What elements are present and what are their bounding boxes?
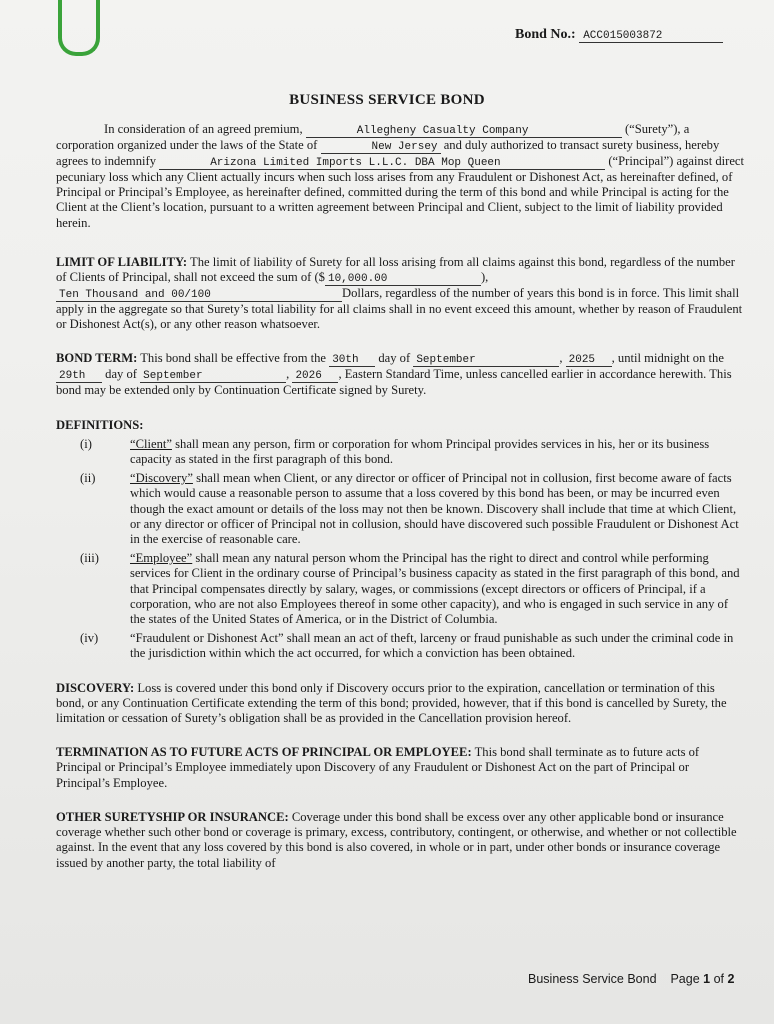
section-heading: OTHER SURETYSHIP OR INSURANCE: (56, 809, 289, 824)
page-footer: Business Service Bond Page 1 of 2 (528, 972, 735, 986)
other-suretyship-section: OTHER SURETYSHIP OR INSURANCE: Coverage under this bond shall be excess over any other applicable bond or insurance coverage whether such other bond or coverage is primary, excess, contributory, contingent, or otherwise, and whether or not collectible against. In the event that any loss covered by this bond is also covered, in whole or in part, under other bonds or insurance coverage issued by another party, the total liability of (56, 809, 737, 870)
footer-label: Business Service Bond (528, 972, 657, 986)
section-heading: LIMIT OF LIABILITY: (56, 254, 188, 269)
section-heading: DISCOVERY: (56, 680, 135, 695)
section-heading: BOND TERM: (56, 351, 138, 366)
liability-words-field: Ten Thousand and 00/100 (56, 289, 342, 302)
bond-term: BOND TERM: This bond shall be effective from the 30th day of September , 2025 , until midnight on the 29th day of September , 2026 , Eastern Standard Time, unless cancelled earlier in accordance herewith. This bond may be extended only by Continuation Certificate signed by Surety. (56, 351, 732, 398)
start-day-field: 30th (329, 354, 375, 367)
definition-item: (i) “Client” shall mean any person, firm or corporation for whom Principal provides services in his, her or its business capacity as stated in the first paragraph of this bond. (80, 436, 710, 467)
page-title: BUSINESS SERVICE BOND (289, 92, 485, 108)
principal-name-field: Arizona Limited Imports L.L.C. DBA Mop Queen (159, 157, 605, 170)
intro-paragraph: In consideration of an agreed premium, Allegheny Casualty Company (“Surety”), a corporation organized under the laws of the State of New Jersey and duly authorized to transact surety business, hereby agrees to indemnify Arizona Limited Imports L.L.C. DBA Mop Queen (“Principal”) against direct pecuniary loss which any Client actually incurs when such loss arises from any Fraudulent or Dishonest Act, as hereinafter defined, of Principal or Principal’s Employee, as hereinafter defined, committed during the term of this bond and while Principal is acting for the Client at the Client’s location, pursuant to a written agreement between Principal and Client, subject to the limit of liability provided herein. (56, 122, 745, 230)
bond-number-value: ACC015003872 (579, 30, 723, 43)
end-year-field: 2026 (292, 370, 338, 383)
liability-amount-field: 10,000.00 (325, 273, 481, 286)
end-day-field: 29th (56, 370, 102, 383)
definition-item: (iv) “Fraudulent or Dishonest Act” shall mean an act of theft, larceny or fraud punishable as such under the criminal code in the jurisdiction within which the act occurred, for which a conviction has been obtained. (80, 631, 734, 661)
definition-item: (ii) “Discovery” shall mean when Client, or any director or officer of Principal not in collusion, first become aware of facts which would cause a reasonable person to assume that a loss covered by this bond has been, or may be incurred even though the exact amount or details of the loss may not then be known. Discovery shall include that time at which Client, or any director or officer of Principal not in collusion, should have discovered such possible Fraudulent or Dishonest Act in the exercise of reasonable care. (80, 471, 739, 547)
paper-clip (58, 0, 100, 56)
start-year-field: 2025 (566, 354, 612, 367)
section-heading: TERMINATION AS TO FUTURE ACTS OF PRINCIPAL OR EMPLOYEE: (56, 745, 472, 760)
definition-item: (iii) “Employee” shall mean any natural person whom the Principal has the right to direct and control while performing services for Client in the ordinary course of Principal’s business capacity as stated in the first paragraph of this bond, and that Principal compensates directly by salary, wages, or commissions (except directors or officers of Principal, if a corporation, who are not also Employees thereof in some other capacity), and who is engaged in such service in any of the states of the United States of America, or in the District of Columbia. (80, 551, 740, 627)
bond-body (56, 122, 746, 871)
state-field: New Jersey (321, 141, 441, 154)
definitions-heading: DEFINITIONS: (56, 417, 144, 432)
definitions-list (56, 437, 746, 662)
start-month-field: September (413, 354, 559, 367)
termination-section: TERMINATION AS TO FUTURE ACTS OF PRINCIPAL OR EMPLOYEE: This bond shall terminate as to future acts of Principal or Principal’s Employee immediately upon Discovery of any Fraudulent or Dishonest Act on the part of Principal or Principal’s Employee. (56, 745, 700, 790)
bond-number: Bond No.: ACC015003872 (515, 27, 723, 43)
end-month-field: September (140, 370, 286, 383)
limit-of-liability: LIMIT OF LIABILITY: The limit of liability of Surety for all loss arising from all claims against this bond, regardless of the number of Clients of Principal, shall not exceed the sum of ($ 10,000.00 ), Ten Thousand and 00/100 Dollars, regardless of the number of years this bond is in force. This limit shall apply in the aggregate so that Surety’s total liability for all claims shall in no event exceed this amount, whether by reason of Fraudulent or Dishonest Act(s), or any other reason whatsoever. (56, 254, 743, 332)
page-total: 2 (727, 972, 735, 986)
page-number: 1 (703, 972, 711, 986)
discovery-section: DISCOVERY: Loss is covered under this bond only if Discovery occurs prior to the expiration, cancellation or termination of this bond, or any Continuation Certificate extending the term of this bond; provided, however, that if this bond is cancelled by Surety, the limitation or cessation of Surety’s obligation shall be as provided in the Cancellation provision hereof. (56, 680, 727, 726)
surety-name-field: Allegheny Casualty Company (306, 125, 622, 138)
